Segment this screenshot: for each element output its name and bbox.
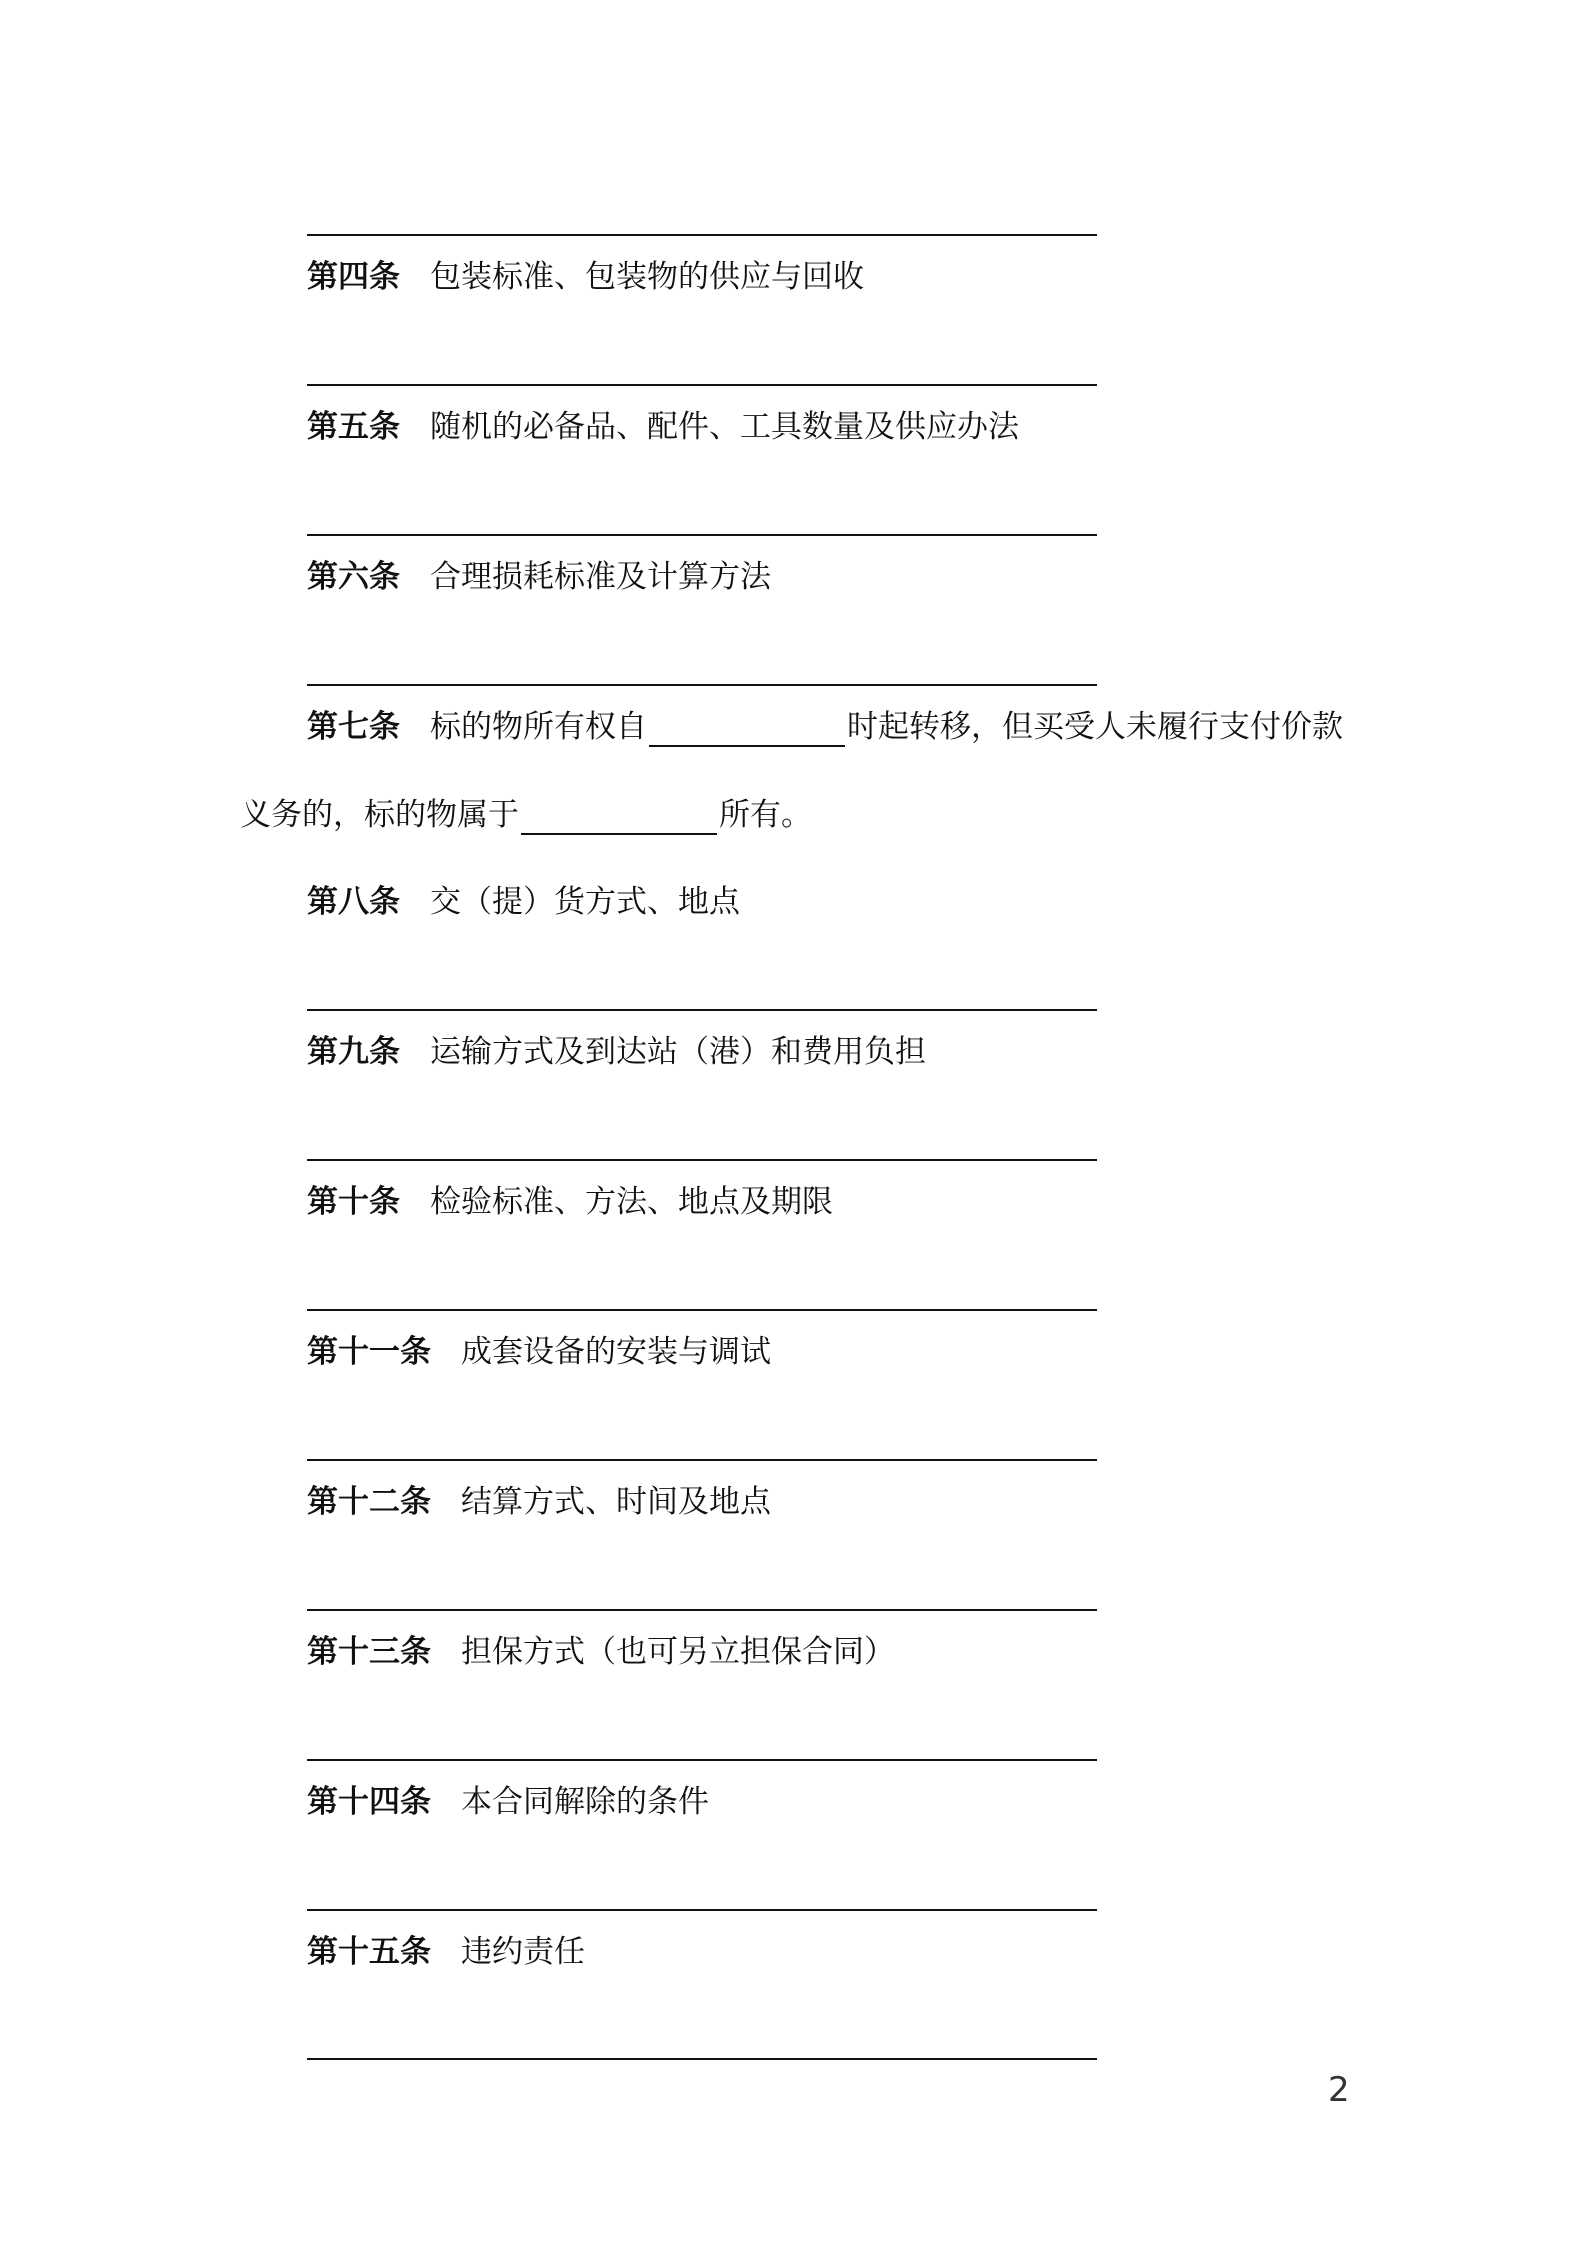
article-7 — [307, 707, 1343, 747]
article-title: 包装标准、包装物的供应与回收 — [430, 259, 864, 295]
fill-in-line — [307, 234, 1097, 236]
article-15 — [307, 1932, 585, 1972]
article-number: 第九条 — [307, 1034, 400, 1070]
article-number: 第十三条 — [307, 1634, 431, 1670]
article-14 — [307, 1782, 709, 1822]
article-10 — [307, 1182, 833, 1222]
article-number: 第七条 — [307, 709, 400, 745]
article-4 — [307, 257, 864, 297]
article-13 — [307, 1632, 895, 1672]
article-11 — [307, 1332, 771, 1372]
article-number: 第五条 — [307, 409, 400, 445]
article-number: 第十条 — [307, 1184, 400, 1220]
article-number: 第十四条 — [307, 1784, 431, 1820]
article-8 — [307, 882, 740, 922]
fill-in-blank-ownership-time[interactable] — [649, 713, 845, 747]
article-number: 第六条 — [307, 559, 400, 595]
fill-in-line — [307, 1159, 1097, 1161]
article-6 — [307, 557, 771, 597]
article-title: 违约责任 — [461, 1934, 585, 1970]
fill-in-line — [307, 1909, 1097, 1911]
fill-in-line — [307, 1459, 1097, 1461]
fill-in-line — [307, 1009, 1097, 1011]
fill-in-line — [307, 2058, 1097, 2060]
article-9 — [307, 1032, 926, 1072]
fill-in-blank-owner[interactable] — [521, 801, 717, 835]
article-title: 运输方式及到达站（港）和费用负担 — [430, 1034, 926, 1070]
article-title: 合理损耗标准及计算方法 — [430, 559, 771, 595]
article-title: 随机的必备品、配件、工具数量及供应办法 — [430, 409, 1019, 445]
article-7-continuation — [240, 795, 812, 835]
article-text-part-a: 标的物所有权自 — [430, 709, 647, 745]
fill-in-line — [307, 684, 1097, 686]
fill-in-line — [307, 1609, 1097, 1611]
article-title: 检验标准、方法、地点及期限 — [430, 1184, 833, 1220]
continuation-text-a: 义务的，标的物属于 — [240, 797, 519, 833]
page-number: 2 — [1328, 2070, 1350, 2110]
fill-in-line — [307, 384, 1097, 386]
article-5 — [307, 407, 1019, 447]
fill-in-line — [307, 1309, 1097, 1311]
article-title: 本合同解除的条件 — [461, 1784, 709, 1820]
continuation-text-b: 所有。 — [719, 797, 812, 833]
article-12 — [307, 1482, 771, 1522]
article-number: 第十五条 — [307, 1934, 431, 1970]
fill-in-line — [307, 1759, 1097, 1761]
fill-in-line — [307, 534, 1097, 536]
article-number: 第十一条 — [307, 1334, 431, 1370]
article-title: 成套设备的安装与调试 — [461, 1334, 771, 1370]
article-title: 结算方式、时间及地点 — [461, 1484, 771, 1520]
article-text-part-b: 时起转移，但买受人未履行支付价款 — [847, 709, 1343, 745]
article-title: 担保方式（也可另立担保合同） — [461, 1634, 895, 1670]
article-number: 第十二条 — [307, 1484, 431, 1520]
article-title: 交（提）货方式、地点 — [430, 884, 740, 920]
article-number: 第八条 — [307, 884, 400, 920]
article-number: 第四条 — [307, 259, 400, 295]
